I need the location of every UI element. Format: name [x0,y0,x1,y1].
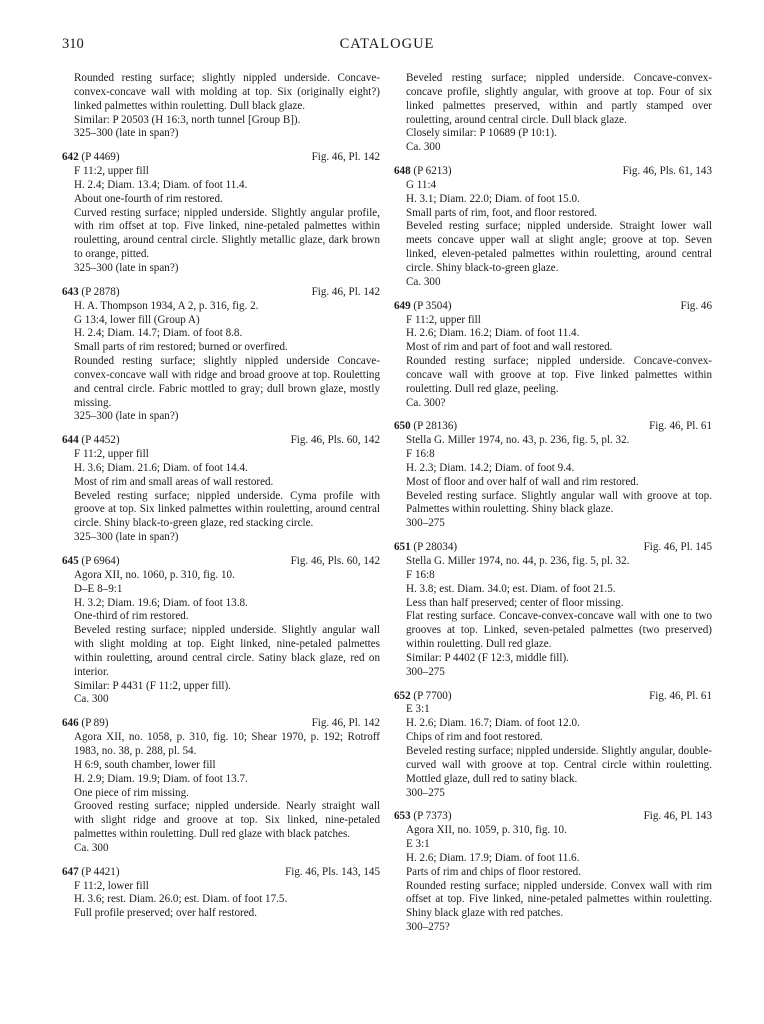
inventory-number: (P 3504) [413,299,452,312]
entry-header [62,286,380,300]
inventory-number: (P 7700) [413,689,452,702]
entry-line: One piece of rim missing. [74,786,189,799]
catalogue-entry-653 [394,810,712,935]
entry-date: 325–300 (late in span?) [74,531,179,544]
entry-line: H. A. Thompson 1934, A 2, p. 316, fig. 2. [74,299,259,312]
left-column [62,72,380,921]
catalogue-entry-650 [394,420,712,531]
entry-description: Beveled resting surface; nippled underside. Cyma profile with groove at top. Six linked palmettes within rouletting, around central circle. Shiny black-to-green glaze, red stacking circle. [74,489,380,530]
entry-line: Agora XII, no. 1059, p. 310, fig. 10. [406,824,567,837]
entry-description: Flat resting surface. Concave-convex-concave wall with one to two grooves at top. Linked, seven-petaled palmettes (two preserved) within rouletting. Dull red glaze. [406,610,712,651]
inventory-number: (P 6964) [81,555,120,567]
catalogue-entry-646 [62,717,380,855]
entry-line: Small parts of rim restored; burned or overfired. [74,341,288,354]
figure-reference: Fig. 46, Pl. 143 [643,810,712,823]
entry-line: H. 2.4; Diam. 14.7; Diam. of foot 8.8. [74,327,243,340]
entry-description: Rounded resting surface; slightly nippled underside. Concave-convex-concave wall with molding at top. Six (originally eight?) linked palmettes within rouletting. Dull black glaze. [74,72,380,112]
entry-description: Beveled resting surface; nippled underside. Slightly angular wall with slight molding at top. Eight linked, nine-petaled palmettes within rouletting, around central circle. Satiny black glaze, red on interior. [74,624,380,678]
page-header [62,36,712,56]
entry-date: Ca. 300 [74,693,109,706]
figure-reference: Fig. 46, Pls. 61, 143 [622,165,712,178]
entry-date: Ca. 300 [406,141,441,154]
entry-line: H. 2.4; Diam. 13.4; Diam. of foot 11.4. [74,178,248,191]
entry-line: E 3:1 [406,838,430,851]
entry-line: Small parts of rim, foot, and floor restored. [406,206,598,219]
entry-date: 300–275 [406,786,445,799]
entry-header [62,717,380,731]
figure-reference: Fig. 46, Pl. 61 [649,689,712,702]
catalogue-entry-647 [62,866,380,921]
catalogue-entry-644 [62,434,380,545]
entry-line: Agora XII, no. 1060, p. 310, fig. 10. [74,568,235,581]
figure-reference: Fig. 46, Pls. 60, 142 [290,434,380,447]
entry-line: H. 3.2; Diam. 19.6; Diam. of foot 13.8. [74,596,248,609]
entry-header [62,434,380,448]
entry-header [394,300,712,314]
entry-description: Rounded resting surface; nippled underside. Convex wall with rim offset at top. Five linked, nine-petaled palmettes within rouletting. Shiny black glaze with red patches. [406,879,712,920]
entry-date: Ca. 300 [406,275,441,288]
inventory-number: (P 28034) [413,541,458,554]
entry-number: 648 [394,165,411,178]
figure-reference: Fig. 46, Pls. 143, 145 [285,865,380,878]
catalogue-entry-645 [62,555,380,707]
entry-line: F 11:2, upper fill [74,448,149,461]
entry-line: Chips of rim and foot restored. [406,731,543,744]
entry-date: 300–275 [406,665,445,678]
entry-description: Beveled resting surface; nippled underside. Straight lower wall meets concave upper wall at slight angle; groove at top. Seven linked, eleven-petaled palmettes within rouletting, around central circle. Shiny black-to-green glaze. [406,220,712,274]
entry-header [394,810,712,824]
entry-line: F 16:8 [406,448,435,461]
entry-line: H. 3.6; Diam. 21.6; Diam. of foot 14.4. [74,461,248,474]
inventory-number: (P 4421) [81,865,120,878]
entry-line: F 16:8 [406,568,435,581]
entry-number: 653 [394,810,411,823]
entry-date: 325–300 (late in span?) [74,127,179,140]
entry-number: 644 [62,434,79,447]
entry-number: 645 [62,555,79,567]
entry-header [394,420,712,434]
entry-line: H. 2.3; Diam. 14.2; Diam. of foot 9.4. [406,461,575,474]
figure-reference: Fig. 46, Pl. 145 [643,541,712,554]
page-number: 310 [62,36,84,52]
entry-header [62,151,380,165]
intro-entry-left [62,72,380,141]
entry-number: 650 [394,420,411,433]
entry-date: 325–300 (late in span?) [74,261,179,274]
entry-line: Most of floor and over half of wall and rim restored. [406,475,639,488]
entry-description: Curved resting surface; nippled underside. Slightly angular profile, with rim offset at top. Five linked, nine-petaled palmettes within rouletting, around central circle. Slightly metallic glaze, dark brown to orange, pitted. [74,206,380,261]
entry-line: H. 3.8; est. Diam. 34.0; est. Diam. of foot 21.5. [406,582,616,595]
figure-reference: Fig. 46, Pl. 142 [311,717,380,730]
entry-description: Rounded resting surface; nippled underside. Concave-convex-concave wall with groove at top. Five linked palmettes within rouletting. Dull red glaze, peeling. [406,355,712,395]
entry-line: H. 2.6; Diam. 16.7; Diam. of foot 12.0. [406,717,580,730]
entry-header [62,555,380,569]
intro-entry-right [394,72,712,155]
entry-description: Beveled resting surface; nippled underside. Concave-convex-concave profile, slightly angular, with groove at top. Four of six linked palmettes preserved, within and partly stamped over rouletting, around central circle. Dull black glaze. [406,72,712,126]
entry-number: 652 [394,689,411,702]
entry-line: F 11:2, upper fill [406,313,481,326]
figure-reference: Fig. 46 [680,299,712,312]
entry-line: H. 2.9; Diam. 19.9; Diam. of foot 13.7. [74,772,248,785]
entry-line: H. 3.1; Diam. 22.0; Diam. of foot 15.0. [406,192,580,205]
catalogue-entry-642 [62,151,380,276]
catalogue-entry-648 [394,165,712,290]
entry-line: E 3:1 [406,703,430,716]
entry-number: 646 [62,717,79,730]
entry-date: Ca. 300? [406,396,446,409]
catalogue-entry-649 [394,300,712,411]
entry-number: 651 [394,541,411,554]
inventory-number: (P 89) [81,717,109,730]
inventory-number: (P 4452) [81,434,120,447]
figure-reference: Fig. 46, Pl. 142 [311,151,380,164]
entry-line: About one-fourth of rim restored. [74,192,223,205]
entry-line: Agora XII, no. 1058, p. 310, fig. 10; Shear 1970, p. 192; Rotroff 1983, no. 38, p. 288, pl. 54. [74,731,380,757]
inventory-number: (P 7373) [413,810,452,823]
inventory-number: (P 4469) [81,151,120,164]
entry-number: 643 [62,285,79,298]
entry-line: Most of rim and part of foot and wall restored. [406,341,613,354]
entry-similar: Closely similar: P 10689 (P 10:1). [406,127,557,140]
entry-description: Beveled resting surface. Slightly angular wall with groove at top. Palmettes within rouletting. Shiny black glaze. [406,489,712,516]
figure-reference: Fig. 46, Pl. 142 [311,285,380,298]
entry-date: 300–275 [406,517,445,530]
entry-line: Parts of rim and chips of floor restored. [406,865,581,878]
entry-number: 642 [62,151,79,164]
inventory-number: (P 6213) [413,165,452,178]
entry-header [62,866,380,880]
catalogue-entry-651 [394,541,712,679]
catalogue-entry-652 [394,690,712,801]
entry-similar: Similar: P 4431 (F 11:2, upper fill). [74,679,231,692]
entry-date: Ca. 300 [74,841,109,854]
running-title: CATALOGUE [339,36,435,52]
entry-header [394,690,712,704]
entry-line: H 6:9, south chamber, lower fill [74,758,216,771]
entry-line: Stella G. Miller 1974, no. 44, p. 236, fig. 5, pl. 32. [406,555,630,567]
entry-line: Most of rim and small areas of wall restored. [74,475,274,488]
right-column [394,72,712,935]
entry-similar: Similar: P 4402 (F 12:3, middle fill). [406,651,569,664]
entry-line: D–E 8–9:1 [74,582,123,595]
figure-reference: Fig. 46, Pls. 60, 142 [290,555,380,567]
entry-line: H. 2.6; Diam. 17.9; Diam. of foot 11.6. [406,851,580,864]
catalogue-entry-643 [62,286,380,424]
entry-description: Grooved resting surface; nippled underside. Nearly straight wall with slight ridge and groove at top. Six linked, nine-petaled palmettes within rouletting. Dull red glaze with black patches. [74,800,380,841]
entry-line: H. 3.6; rest. Diam. 26.0; est. Diam. of foot 17.5. [74,893,288,906]
entry-line: One-third of rim restored. [74,610,189,623]
entry-line: H. 2.6; Diam. 16.2; Diam. of foot 11.4. [406,327,580,340]
entry-description: Rounded resting surface; slightly nippled underside Concave-convex-concave wall with ridge and broad groove at top. Rouletting and central circle. Fabric mottled to gray; dull brown glaze, mostly missing. [74,355,380,409]
entry-line: F 11:2, lower fill [74,879,149,892]
inventory-number: (P 2878) [81,285,120,298]
inventory-number: (P 28136) [413,420,458,433]
entry-similar: Similar: P 20503 (H 16:3, north tunnel [Group B]). [74,113,301,126]
entry-line: Stella G. Miller 1974, no. 43, p. 236, fig. 5, pl. 32. [406,434,630,447]
entry-line: G 13:4, lower fill (Group A) [74,313,200,326]
entry-line: Full profile preserved; over half restored. [74,907,257,920]
entry-number: 647 [62,865,79,878]
entry-date: 325–300 (late in span?) [74,410,179,423]
entry-header [394,165,712,179]
entry-line: G 11:4 [406,178,437,191]
entry-number: 649 [394,299,411,312]
entry-header [394,541,712,555]
entry-line: Less than half preserved; center of floor missing. [406,596,624,609]
entry-line: F 11:2, upper fill [74,165,149,178]
entry-date: 300–275? [406,921,450,934]
entry-description: Beveled resting surface; nippled underside. Slightly angular, double-curved wall with groove at top. Central circle within rouletting. Mottled glaze, dull red to satiny black. [406,744,712,785]
figure-reference: Fig. 46, Pl. 61 [649,420,712,433]
